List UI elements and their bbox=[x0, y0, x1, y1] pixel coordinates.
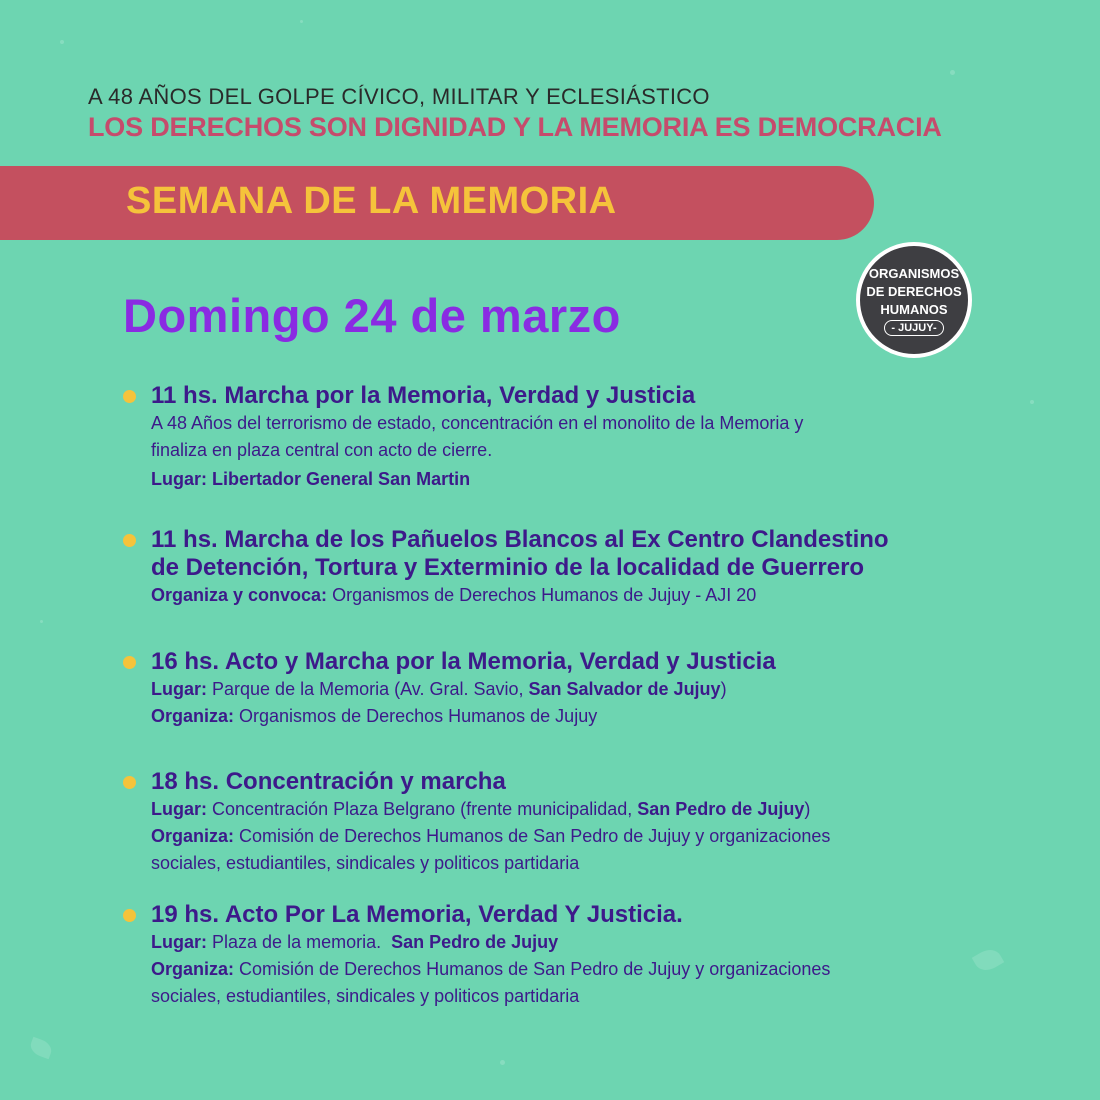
event-location bbox=[151, 676, 1023, 703]
bullet-icon bbox=[123, 534, 136, 547]
background-speckle bbox=[1030, 400, 1034, 404]
event-item bbox=[123, 526, 1023, 609]
event-location bbox=[151, 466, 1023, 493]
badge-line: ORGANISMOS bbox=[868, 265, 960, 281]
background-speckle bbox=[60, 40, 64, 44]
location-value: Parque de la Memoria (Av. Gral. Savio, bbox=[212, 679, 524, 699]
event-item bbox=[123, 648, 1023, 730]
event-item bbox=[123, 901, 1023, 1010]
organizer-value: Comisión de Derechos Humanos de San Pedro de Jujuy y organizaciones bbox=[239, 826, 831, 846]
background-leaf bbox=[28, 1037, 54, 1060]
badge-line: HUMANOS bbox=[880, 301, 948, 317]
bullet-icon bbox=[123, 776, 136, 789]
background-speckle bbox=[300, 20, 303, 23]
bullet-icon bbox=[123, 909, 136, 922]
badge-line: DE DERECHOS bbox=[866, 283, 962, 299]
location-label: Lugar: bbox=[151, 679, 207, 699]
background-speckle bbox=[500, 1060, 505, 1065]
organizer-value: Organismos de Derechos Humanos de Jujuy bbox=[239, 706, 598, 726]
event-location bbox=[151, 929, 1023, 956]
event-title: 11 hs. Marcha de los Pañuelos Blancos al Ex Centro Clandestino bbox=[151, 526, 889, 553]
organization-badge bbox=[856, 242, 972, 358]
location-label: Lugar: bbox=[151, 932, 207, 952]
event-organizer bbox=[151, 956, 1023, 983]
event-title: 18 hs. Concentración y marcha bbox=[151, 768, 506, 795]
event-title: de Detención, Tortura y Exterminio de la localidad de Guerrero bbox=[151, 554, 865, 581]
location-close: ) bbox=[720, 679, 727, 699]
event-item bbox=[123, 768, 1023, 877]
event-location bbox=[151, 796, 1023, 823]
bullet-icon bbox=[123, 390, 136, 403]
organizer-value: Organismos de Derechos Humanos de Jujuy - AJI 20 bbox=[332, 585, 757, 605]
location-place: San Salvador de Jujuy bbox=[528, 679, 721, 699]
background-speckle bbox=[40, 620, 43, 623]
organizer-value-continued: sociales, estudiantiles, sindicales y politicos partidaria bbox=[151, 986, 580, 1006]
location-value: Plaza de la memoria. bbox=[212, 932, 382, 952]
banner-title: SEMANA DE LA MEMORIA bbox=[126, 180, 617, 222]
location-label: Lugar: bbox=[151, 799, 207, 819]
organizer-label: Organiza y convoca: bbox=[151, 585, 328, 605]
date-heading: Domingo 24 de marzo bbox=[123, 289, 621, 342]
event-title: 19 hs. Acto Por La Memoria, Verdad Y Justicia. bbox=[151, 901, 683, 928]
location-label: Lugar: bbox=[151, 469, 207, 489]
organizer-label: Organiza: bbox=[151, 706, 235, 726]
organizer-label: Organiza: bbox=[151, 826, 235, 846]
header-slogan: LOS DERECHOS SON DIGNIDAD Y LA MEMORIA ES DEMOCRACIA bbox=[88, 112, 942, 142]
location-value: Concentración Plaza Belgrano (frente municipalidad, bbox=[212, 799, 633, 819]
event-organizer bbox=[151, 823, 1023, 850]
location-value: Libertador General San Martin bbox=[212, 469, 471, 489]
organizer-value-continued: sociales, estudiantiles, sindicales y politicos partidaria bbox=[151, 853, 580, 873]
event-organizer bbox=[151, 582, 1023, 609]
event-item bbox=[123, 382, 1023, 493]
badge-line: - JUJUY- bbox=[884, 320, 943, 336]
location-place: San Pedro de Jujuy bbox=[391, 932, 559, 952]
location-place: San Pedro de Jujuy bbox=[637, 799, 805, 819]
event-title: 16 hs. Acto y Marcha por la Memoria, Verdad y Justicia bbox=[151, 648, 776, 675]
event-organizer bbox=[151, 703, 1023, 730]
event-description: finaliza en plaza central con acto de cierre. bbox=[151, 440, 493, 460]
bullet-icon bbox=[123, 656, 136, 669]
event-description: A 48 Años del terrorismo de estado, concentración en el monolito de la Memoria y bbox=[151, 413, 804, 433]
organizer-value: Comisión de Derechos Humanos de San Pedro de Jujuy y organizaciones bbox=[239, 959, 831, 979]
event-title: 11 hs. Marcha por la Memoria, Verdad y Justicia bbox=[151, 382, 696, 409]
location-close: ) bbox=[804, 799, 811, 819]
organizer-label: Organiza: bbox=[151, 959, 235, 979]
header-subtitle: A 48 AÑOS DEL GOLPE CÍVICO, MILITAR Y ECLESIÁSTICO bbox=[88, 84, 710, 109]
background-speckle bbox=[950, 70, 955, 75]
